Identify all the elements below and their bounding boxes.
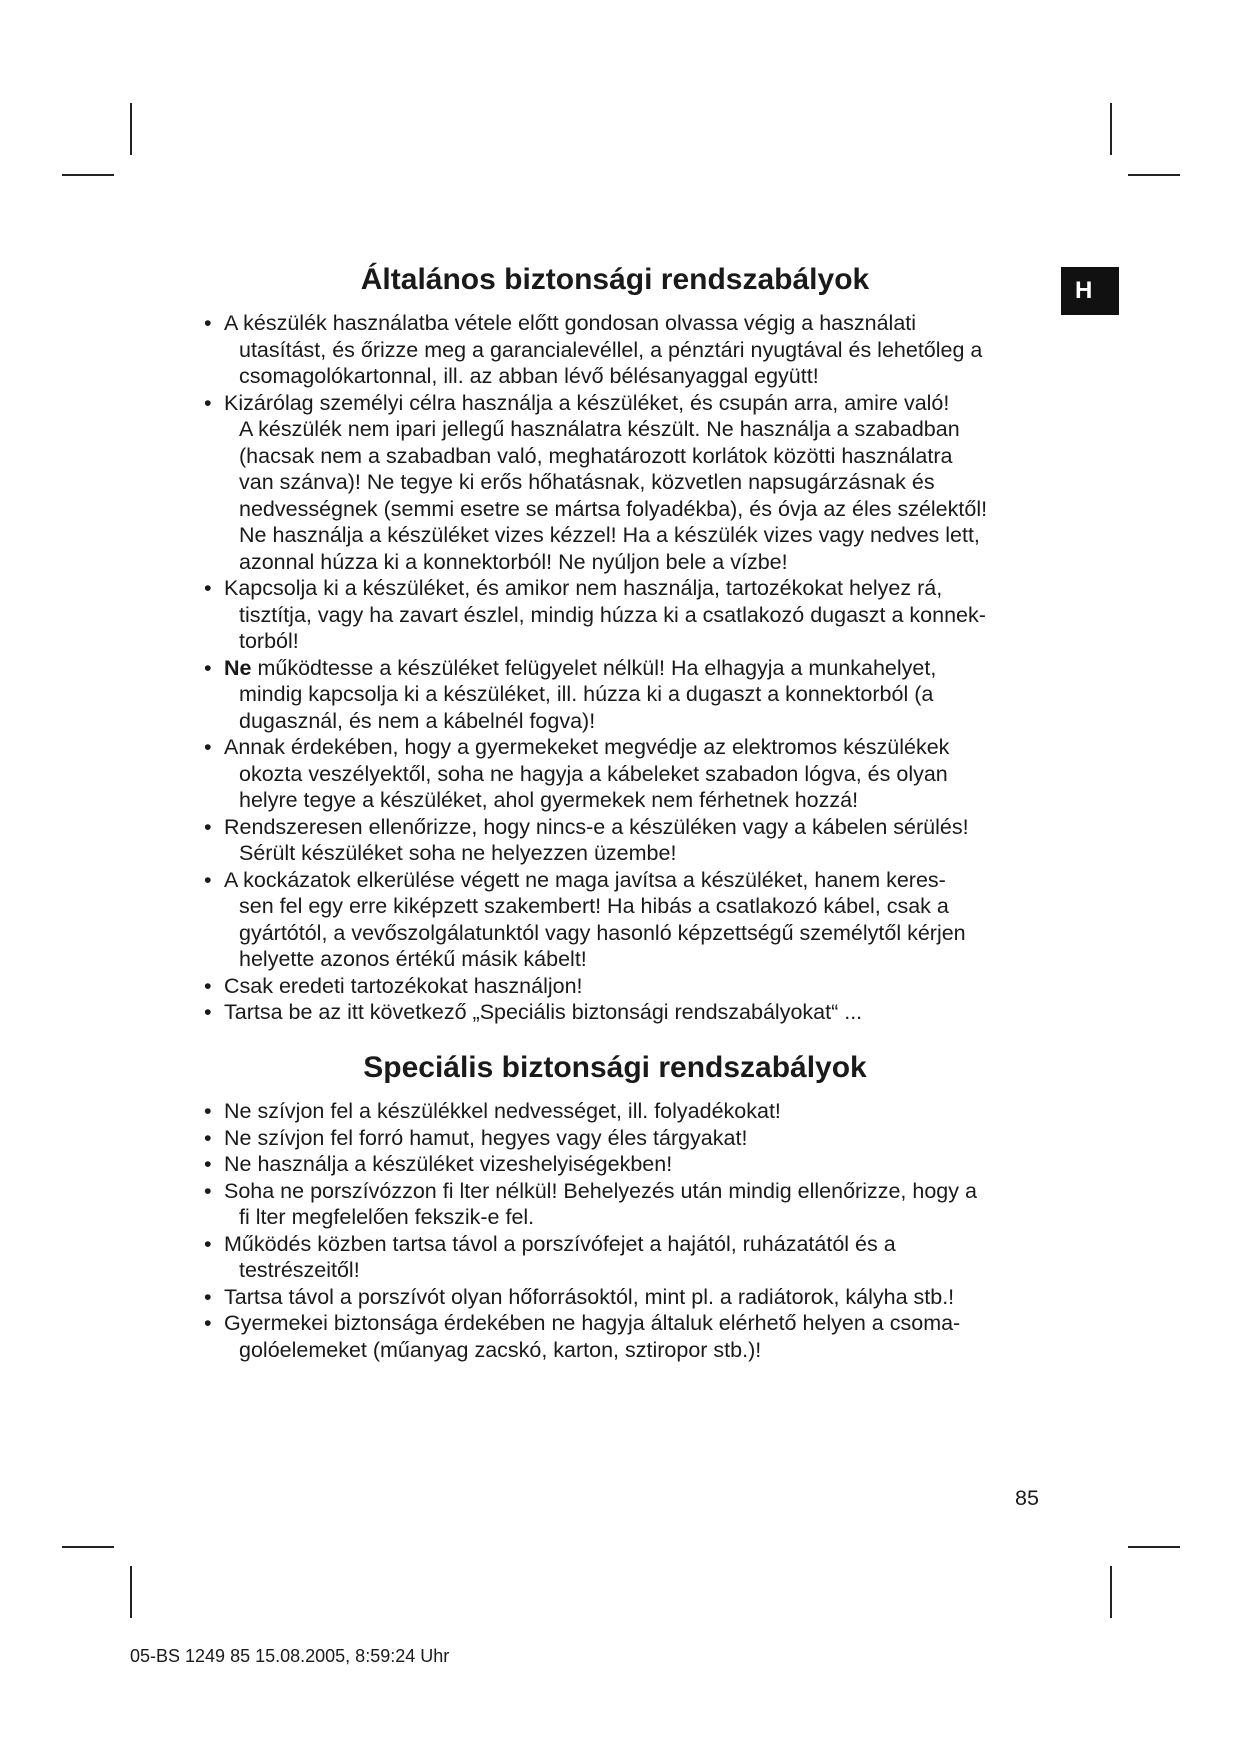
list-item-line: (hacsak nem a szabadban való, meghatározott korlátok közötti használatra <box>239 443 953 468</box>
list-item <box>200 734 1060 814</box>
print-footer: 05-BS 1249 85 15.08.2005, 8:59:24 Uhr <box>130 1646 450 1666</box>
list-item <box>200 1125 1060 1152</box>
list-item-line: helyre tegye a készüléket, ahol gyermekek nem férhetnek hozzá! <box>239 788 859 812</box>
list-item <box>200 973 1060 1000</box>
list-item <box>200 1231 1060 1284</box>
bullet-icon: • <box>204 576 212 600</box>
list-item-line: Tartsa távol a porszívót olyan hőforrásoktól, mint pl. a radiátorok, kályha stb.! <box>224 1284 955 1309</box>
list-item-line: Ne szívjon fel forró hamut, hegyes vagy éles tárgyakat! <box>224 1125 748 1150</box>
general-safety-list <box>200 310 1060 1026</box>
bullet-icon: • <box>204 814 212 839</box>
list-item <box>200 390 1060 576</box>
bullet-icon: • <box>204 1152 212 1176</box>
list-item-line <box>224 655 1060 682</box>
crop-mark-bottom-left-horizontal <box>62 1546 114 1548</box>
list-item-line: mindig kapcsolja ki a készüléket, ill. húzza ki a dugaszt a konnektorból (a <box>239 682 934 706</box>
list-item-line: van szánva)! Ne tegye ki erős hőhatásnak, közvetlen napsugárzásnak és <box>239 470 935 494</box>
crop-mark-top-left-vertical <box>130 103 132 155</box>
bullet-icon: • <box>204 655 212 680</box>
bullet-icon: • <box>204 1099 212 1123</box>
list-item-line: A készülék nem ipari jellegű használatra készült. Ne használja a szabadban <box>239 417 960 441</box>
list-item-line: dugasznál, és nem a kábelnél fogva)! <box>239 708 596 733</box>
page-number: 85 <box>1015 1486 1039 1510</box>
bullet-icon: • <box>204 867 212 892</box>
special-safety-list <box>200 1098 1060 1363</box>
list-item-line: nedvességnek (semmi esetre se mártsa folyadékba), és óvja az éles szélektől! <box>239 496 988 521</box>
list-item-line: Kapcsolja ki a készüléket, és amikor nem használja, tartozékokat helyez rá, <box>224 576 943 600</box>
list-item-line: Sérült készüléket soha ne helyezzen üzembe! <box>239 841 677 865</box>
list-item-line: tisztítja, vagy ha zavart észlel, mindig húzza ki a csatlakozó dugaszt a konnek- <box>239 602 986 627</box>
list-item <box>200 1151 1060 1178</box>
list-item-text: működtesse a készüléket felügyelet nélkül! Ha elhagyja a munkahelyet, <box>251 655 937 680</box>
list-item-line: utasítást, és őrizze meg a garancialevéllel, a pénztári nyugtával és lehetőleg a <box>239 337 983 362</box>
language-tab: H <box>1061 267 1119 315</box>
list-item-line: golóelemeket (műanyag zacskó, karton, sztiropor stb.)! <box>239 1337 762 1362</box>
bullet-icon: • <box>204 1178 212 1203</box>
list-item-line: sen fel egy erre kiképzett szakembert! Ha hibás a csatlakozó kábel, csak a <box>239 894 949 918</box>
bullet-icon: • <box>204 390 212 415</box>
list-item <box>200 1178 1060 1231</box>
list-item-line: Rendszeresen ellenőrizze, hogy nincs-e a készüléken vagy a kábelen sérülés! <box>224 814 969 839</box>
list-item <box>200 655 1060 735</box>
list-item-line: Működés közben tartsa távol a porszívófejet a hajától, ruházatától és a <box>224 1231 896 1256</box>
crop-mark-bottom-right-horizontal <box>1128 1546 1180 1548</box>
list-item <box>200 814 1060 867</box>
list-item-line: Ne használja a készüléket vizes kézzel! Ha a készülék vizes vagy nedves lett, <box>239 523 980 547</box>
list-item-line: csomagolókartonnal, ill. az abban lévő bélésanyaggal együtt! <box>239 364 819 388</box>
bullet-icon: • <box>204 973 212 998</box>
bullet-icon: • <box>204 1284 212 1309</box>
crop-mark-top-right-vertical <box>1110 103 1112 155</box>
list-item <box>200 575 1060 655</box>
list-item-line: Ne használja a készüléket vizeshelyiségekben! <box>224 1152 673 1176</box>
list-item-line: Tartsa be az itt következő „Speciális biztonsági rendszabályokat“ ... <box>224 1000 863 1024</box>
section-title-special-safety: Speciális biztonsági rendszabályok <box>363 1051 867 1084</box>
crop-mark-bottom-right-vertical <box>1110 1566 1112 1618</box>
list-item-line: A készülék használatba vétele előtt gondosan olvassa végig a használati <box>224 311 917 335</box>
list-item-line: helyette azonos értékű másik kábelt! <box>239 947 587 971</box>
crop-mark-top-left-horizontal <box>62 174 114 176</box>
list-item-line: azonnal húzza ki a konnektorból! Ne nyúljon bele a vízbe! <box>239 549 788 574</box>
list-item-line: torból! <box>239 629 299 653</box>
list-item <box>200 310 1060 390</box>
list-item <box>200 1284 1060 1311</box>
list-item-line: testrészeitől! <box>239 1258 360 1282</box>
crop-mark-bottom-left-vertical <box>130 1566 132 1618</box>
bullet-icon: • <box>204 1000 212 1024</box>
bullet-icon: • <box>204 311 212 335</box>
list-item-line: Gyermekei biztonsága érdekében ne hagyja általuk elérhető helyen a csoma- <box>224 1311 961 1335</box>
section-title-general-safety: Általános biztonsági rendszabályok <box>360 263 870 296</box>
bullet-icon: • <box>204 1125 212 1150</box>
list-item-line: gyártótól, a vevőszolgálatunktól vagy hasonló képzettségű személytől kérjen <box>239 920 966 945</box>
list-item-line: Annak érdekében, hogy a gyermekeket megvédje az elektromos készülékek <box>224 735 950 759</box>
list-item <box>200 1310 1060 1363</box>
list-item-line: okozta veszélyektől, soha ne hagyja a kábeleket szabadon lógva, és olyan <box>239 761 948 786</box>
bullet-icon: • <box>204 1311 212 1335</box>
crop-mark-top-right-horizontal <box>1128 174 1180 176</box>
list-item-line: Kizárólag személyi célra használja a készüléket, és csupán arra, amire való! <box>224 390 950 415</box>
list-item <box>200 999 1060 1026</box>
list-item-line: Csak eredeti tartozékokat használjon! <box>224 973 583 998</box>
bold-lead: Ne <box>224 655 252 680</box>
bullet-icon: • <box>204 735 212 759</box>
list-item-line: Soha ne porszívózzon fi lter nélkül! Behelyezés után mindig ellenőrizze, hogy a <box>224 1178 977 1203</box>
list-item <box>200 867 1060 973</box>
list-item <box>200 1098 1060 1125</box>
list-item-line: fi lter megfelelően fekszik-e fel. <box>239 1205 535 1229</box>
bullet-icon: • <box>204 1231 212 1256</box>
list-item-line: A kockázatok elkerülése végett ne maga javítsa a készüléket, hanem keres- <box>224 867 946 892</box>
list-item-line: Ne szívjon fel a készülékkel nedvességet, ill. folyadékokat! <box>224 1099 781 1123</box>
